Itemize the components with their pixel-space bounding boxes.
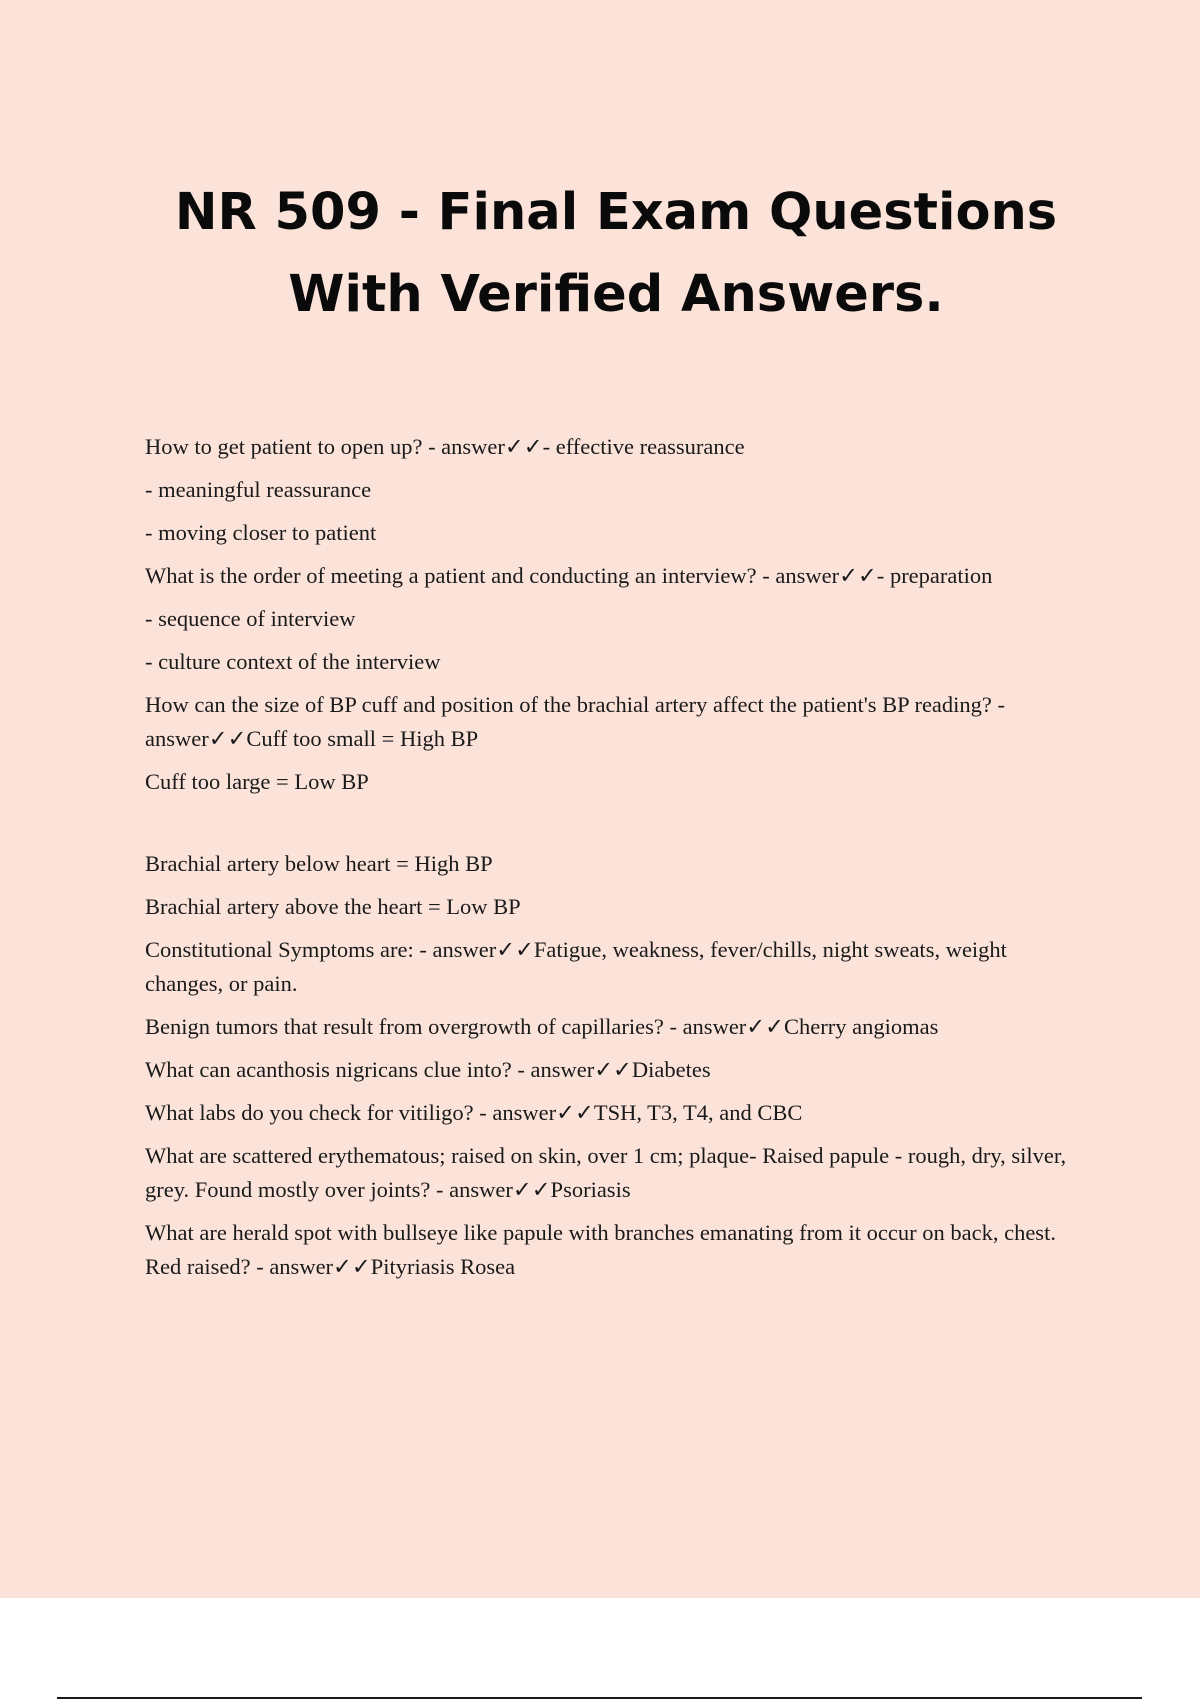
question-paragraph: What are herald spot with bullseye like papule with branches emanating from it occur on back, chest. Red raised? - answer✓✓Pityriasis Rosea xyxy=(145,1220,1056,1279)
answer-item: - moving closer to patient xyxy=(145,520,377,545)
answer-item: Brachial artery below heart = High BP xyxy=(145,851,493,876)
title-line-2: With Verified Answers. xyxy=(288,265,944,324)
answer-item: - sequence of interview xyxy=(145,606,356,631)
answer-item: - culture context of the interview xyxy=(145,649,441,674)
question-paragraph: Constitutional Symptoms are: - answer✓✓Fatigue, weakness, fever/chills, night sweats, weight changes, or pain. xyxy=(145,937,1007,996)
document-title xyxy=(0,172,1200,336)
question-paragraph: How to get patient to open up? - answer✓✓- effective reassurance xyxy=(145,434,745,459)
answer-item: Cuff too large = Low BP xyxy=(145,769,369,794)
answer-item: - meaningful reassurance xyxy=(145,477,372,502)
answer-item: Brachial artery above the heart = Low BP xyxy=(145,894,521,919)
title-line-1: NR 509 - Final Exam Questions xyxy=(174,183,1058,242)
question-paragraph: What labs do you check for vitiligo? - answer✓✓TSH, T3, T4, and CBC xyxy=(145,1100,803,1125)
question-paragraph: What is the order of meeting a patient and conducting an interview? - answer✓✓- preparation xyxy=(145,563,993,588)
question-paragraph: How can the size of BP cuff and position of the brachial artery affect the patient's BP reading? - answer✓✓Cuff too small = High BP xyxy=(145,692,1006,751)
question-paragraph: Benign tumors that result from overgrowth of capillaries? - answer✓✓Cherry angiomas xyxy=(145,1014,939,1039)
question-list xyxy=(145,430,1075,1284)
footer-divider xyxy=(57,1697,1142,1699)
question-paragraph: What are scattered erythematous; raised on skin, over 1 cm; plaque- Raised papule - rough, dry, silver, grey. Found mostly over joints? - answer✓✓Psoriasis xyxy=(145,1143,1067,1202)
question-paragraph: What can acanthosis nigricans clue into? - answer✓✓Diabetes xyxy=(145,1057,711,1082)
